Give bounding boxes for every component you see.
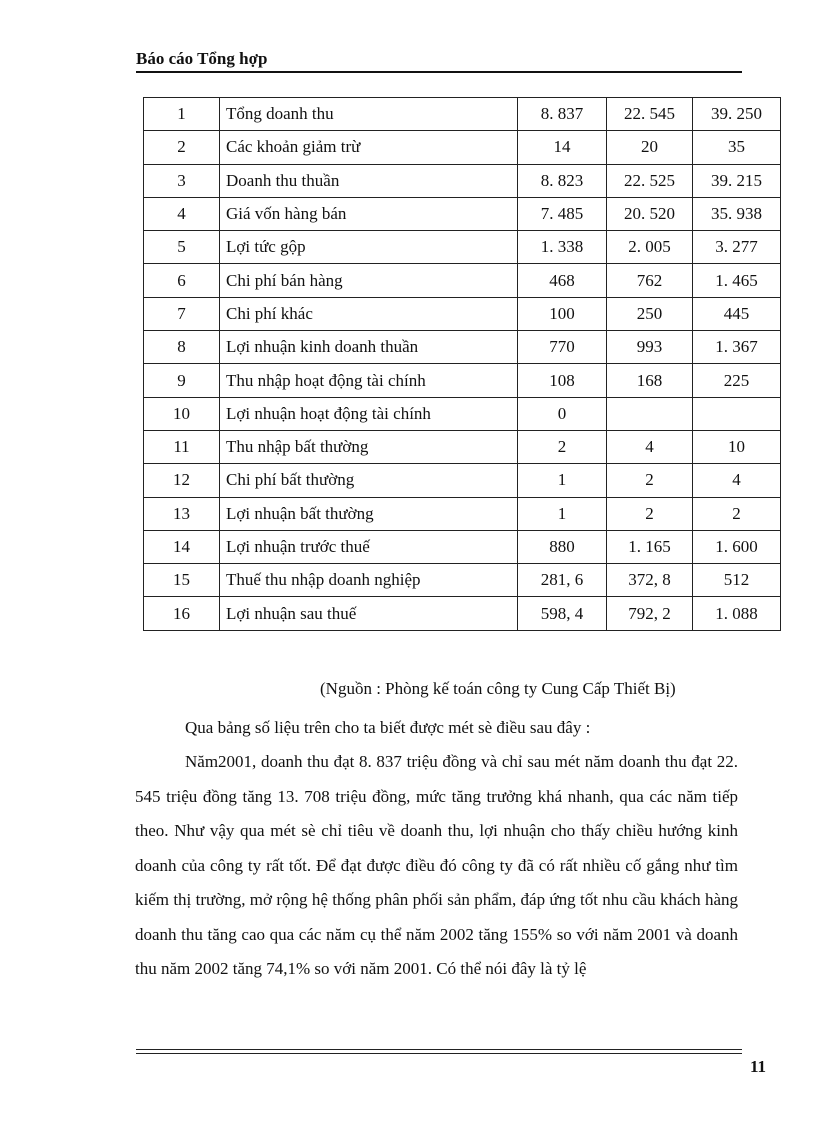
value-cell-col2: 20. 520 xyxy=(607,197,693,230)
row-number-cell: 16 xyxy=(144,597,220,630)
value-cell-col1: 14 xyxy=(518,131,607,164)
value-cell-col2: 762 xyxy=(607,264,693,297)
row-label-cell: Các khoản giảm trừ xyxy=(220,131,518,164)
row-number-cell: 2 xyxy=(144,131,220,164)
footer-rule xyxy=(136,1049,742,1050)
intro-paragraph: Qua bảng số liệu trên cho ta biết được mét sè điều sau đây : xyxy=(185,718,591,737)
table-row xyxy=(144,364,781,397)
value-cell-col1: 598, 4 xyxy=(518,597,607,630)
value-cell-col3: 2 xyxy=(693,497,781,530)
value-cell-col1: 1 xyxy=(518,497,607,530)
table-row xyxy=(144,297,781,330)
row-label-cell: Doanh thu thuần xyxy=(220,164,518,197)
value-cell-col2: 250 xyxy=(607,297,693,330)
row-label-cell: Thuế thu nhập doanh nghiệp xyxy=(220,564,518,597)
value-cell-col2: 1. 165 xyxy=(607,530,693,563)
table-row xyxy=(144,164,781,197)
value-cell-col1: 7. 485 xyxy=(518,197,607,230)
row-label-cell: Chi phí bất thường xyxy=(220,464,518,497)
row-label-cell: Tổng doanh thu xyxy=(220,98,518,131)
value-cell-col3: 4 xyxy=(693,464,781,497)
value-cell-col2: 2 xyxy=(607,497,693,530)
value-cell-col1: 2 xyxy=(518,430,607,463)
row-number-cell: 15 xyxy=(144,564,220,597)
row-number-cell: 13 xyxy=(144,497,220,530)
row-number-cell: 10 xyxy=(144,397,220,430)
table-row xyxy=(144,430,781,463)
table-row xyxy=(144,264,781,297)
value-cell-col3: 445 xyxy=(693,297,781,330)
value-cell-col3: 1. 367 xyxy=(693,331,781,364)
value-cell-col3: 35 xyxy=(693,131,781,164)
body-paragraph: Năm2001, doanh thu đạt 8. 837 triệu đồng và chỉ sau mét năm doanh thu đạt 22. 545 triệu đồng tăng 13. 708 triệu đồng, mức tăng trưởng khá nhanh, qua các năm tiếp theo. Như vậy qua mét sè chỉ tiêu về doanh thu, lợi nhuận cho thấy chiều hướng kinh doanh của công ty rất tốt. Để đạt được điều đó công ty đã có rất nhiều cố gắng như tìm kiếm thị trường, mở rộng hệ thống phân phối sản phẩm, đáp ứng tốt nhu cầu khách hàng doanh thu tăng cao qua các năm cụ thể năm 2002 tăng 155% so với năm 2001 và doanh thu năm 2002 tăng 74,1% so với năm 2001. Có thể nói đây là tỷ lệ xyxy=(135,752,738,978)
value-cell-col2: 993 xyxy=(607,331,693,364)
table-row xyxy=(144,597,781,630)
row-label-cell: Giá vốn hàng bán xyxy=(220,197,518,230)
row-number-cell: 5 xyxy=(144,231,220,264)
financial-table xyxy=(143,97,781,631)
value-cell-col1: 108 xyxy=(518,364,607,397)
value-cell-col2 xyxy=(607,397,693,430)
row-number-cell: 11 xyxy=(144,430,220,463)
row-label-cell: Lợi nhuận sau thuế xyxy=(220,597,518,630)
row-label-cell: Chi phí bán hàng xyxy=(220,264,518,297)
value-cell-col2: 22. 525 xyxy=(607,164,693,197)
value-cell-col1: 8. 823 xyxy=(518,164,607,197)
table-row xyxy=(144,464,781,497)
row-number-cell: 8 xyxy=(144,331,220,364)
row-number-cell: 9 xyxy=(144,364,220,397)
value-cell-col1: 100 xyxy=(518,297,607,330)
value-cell-col3: 10 xyxy=(693,430,781,463)
row-label-cell: Thu nhập bất thường xyxy=(220,430,518,463)
row-number-cell: 4 xyxy=(144,197,220,230)
value-cell-col2: 168 xyxy=(607,364,693,397)
value-cell-col2: 4 xyxy=(607,430,693,463)
value-cell-col3: 39. 215 xyxy=(693,164,781,197)
row-number-cell: 7 xyxy=(144,297,220,330)
header-rule xyxy=(136,71,742,73)
row-label-cell: Lợi tức gộp xyxy=(220,231,518,264)
table-source-note: (Nguồn : Phòng kế toán công ty Cung Cấp Thiết Bị) xyxy=(320,679,676,698)
table-row xyxy=(144,231,781,264)
value-cell-col3: 3. 277 xyxy=(693,231,781,264)
value-cell-col1: 1 xyxy=(518,464,607,497)
row-number-cell: 3 xyxy=(144,164,220,197)
value-cell-col1: 468 xyxy=(518,264,607,297)
row-label-cell: Chi phí khác xyxy=(220,297,518,330)
table-row xyxy=(144,530,781,563)
value-cell-col2: 22. 545 xyxy=(607,98,693,131)
value-cell-col3: 39. 250 xyxy=(693,98,781,131)
value-cell-col3: 35. 938 xyxy=(693,197,781,230)
table-row xyxy=(144,497,781,530)
table-row xyxy=(144,397,781,430)
table-row xyxy=(144,131,781,164)
value-cell-col1: 1. 338 xyxy=(518,231,607,264)
row-label-cell: Lợi nhuận kinh doanh thuần xyxy=(220,331,518,364)
table-row xyxy=(144,331,781,364)
row-number-cell: 14 xyxy=(144,530,220,563)
table-row xyxy=(144,98,781,131)
value-cell-col3: 1. 465 xyxy=(693,264,781,297)
row-number-cell: 6 xyxy=(144,264,220,297)
row-number-cell: 12 xyxy=(144,464,220,497)
table-row xyxy=(144,197,781,230)
value-cell-col2: 2. 005 xyxy=(607,231,693,264)
value-cell-col2: 20 xyxy=(607,131,693,164)
row-label-cell: Lợi nhuận hoạt động tài chính xyxy=(220,397,518,430)
value-cell-col1: 8. 837 xyxy=(518,98,607,131)
page-header-title: Báo cáo Tổng hợp xyxy=(136,49,268,68)
value-cell-col1: 0 xyxy=(518,397,607,430)
row-label-cell: Lợi nhuận trước thuế xyxy=(220,530,518,563)
value-cell-col2: 372, 8 xyxy=(607,564,693,597)
value-cell-col2: 792, 2 xyxy=(607,597,693,630)
value-cell-col3 xyxy=(693,397,781,430)
value-cell-col1: 770 xyxy=(518,331,607,364)
value-cell-col3: 225 xyxy=(693,364,781,397)
value-cell-col3: 1. 600 xyxy=(693,530,781,563)
row-label-cell: Lợi nhuận bất thường xyxy=(220,497,518,530)
row-label-cell: Thu nhập hoạt động tài chính xyxy=(220,364,518,397)
value-cell-col3: 512 xyxy=(693,564,781,597)
table-row xyxy=(144,564,781,597)
value-cell-col1: 880 xyxy=(518,530,607,563)
footer-rule-double xyxy=(136,1053,742,1054)
value-cell-col1: 281, 6 xyxy=(518,564,607,597)
row-number-cell: 1 xyxy=(144,98,220,131)
value-cell-col3: 1. 088 xyxy=(693,597,781,630)
page-number: 11 xyxy=(750,1057,767,1076)
value-cell-col2: 2 xyxy=(607,464,693,497)
